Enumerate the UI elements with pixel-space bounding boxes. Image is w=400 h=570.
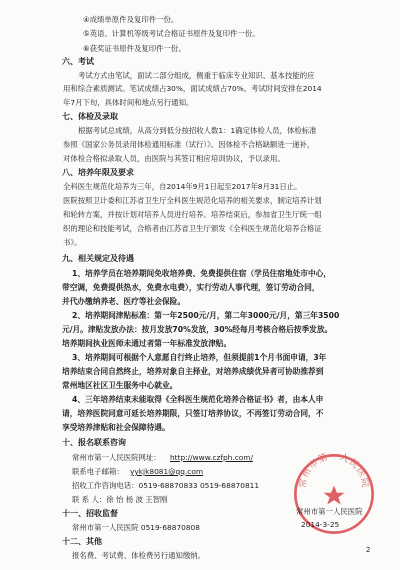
section-heading-contact: 十、报名联系咨询 (62, 438, 126, 447)
benefit-line: 3、培养期间可根据个人意愿自行终止培养，但须提前1个月书面申请，3年 (72, 353, 327, 362)
section-heading-supervision: 十一、招收监督 (62, 509, 118, 518)
benefit-line: 培养结束合同自然终止，培养对象自主择业，对培养成绩优异者可协助推荐到 (62, 367, 324, 376)
material-item-4: ④成绩单原件及复印件一份。 (83, 15, 179, 24)
section-heading-training-years: 八、培养年限及要求 (62, 168, 134, 177)
paragraph-line: 对体检合格拟录取人员，由医院与其签订相应培训协议，予以录用。 (63, 154, 285, 163)
seal-text: 常州市第一人民医院 (297, 452, 371, 489)
website-link[interactable]: http://www.czfph.com/ (170, 453, 253, 462)
paragraph-line: 和轮转方案，并按计划对培养人员进行培养。培养结束后，参加省卫生厅统一组 (63, 210, 322, 219)
signature-date: 2014-3-25 (301, 520, 340, 529)
paragraph-line: 参照《国家公务员录用体检通用标准（试行）》。因体检不合格缺额进一递补， (63, 140, 315, 149)
paragraph-line: 根据考试总成绩，从高分到低分按招收人数1：1确定体检人员，体检标准 (78, 126, 317, 135)
benefit-line: 培养期间执业医师未通过者第一年标准发放津贴。 (62, 339, 232, 348)
material-item-5: ⑤英语、计算机等级考试合格证书原件及复印件一份。 (83, 29, 260, 38)
benefit-line: 请，培养医院同意可延长培养期限，只签订培养协议，不再签订劳动合同，不 (62, 409, 324, 418)
section-heading-regulations-benefits: 九、相关规定及待遇 (62, 254, 134, 263)
paragraph-line: 医院按照卫计委和江苏省卫生厅全科医生规范化培养的相关要求，制定培养计划 (63, 196, 322, 205)
section-heading-exam: 六、考试 (62, 57, 94, 66)
paragraph-line: 书》。 (63, 238, 82, 247)
benefit-line: 并代办缴纳养老、医疗等社会保险。 (62, 297, 186, 306)
website-label: 常州市第一人民医院网址： (72, 453, 161, 462)
benefit-line: 享受培养津贴和社会保障待遇。 (62, 423, 170, 432)
contact-person-line: 联 系 人：徐 怡 杨 波 王智刚 (72, 495, 168, 504)
paragraph-line: 全科医生规范化培养为三年，自2014年9月1日起至2017年8月31日止。 (63, 182, 302, 191)
signature-org: 常州市第一人民医院 (296, 507, 363, 516)
benefit-line: 元/月。津贴发放办法：按月发放70%发放，30%经每月考核合格后按季发放。 (62, 325, 333, 334)
email-link[interactable]: yykjk8081@qq.com (130, 467, 204, 476)
email-label: 联系电子邮箱： (72, 467, 124, 476)
section-heading-medical-admission: 七、体检及录取 (62, 112, 118, 121)
paragraph-line: 织的理论和技能考试，合格者由江苏省卫生厅颁发《全科医生规范化培养合格证 (63, 224, 322, 233)
other-line: 报名费、考试费、体检费另行通知缴纳。 (72, 551, 206, 560)
phone-line: 招收工作咨询电话：0519-68870833 0519-68870811 (72, 481, 260, 490)
section-heading-other: 十二、其他 (62, 537, 102, 546)
svg-text:常州市第一人民医院 (296, 452, 372, 489)
paragraph-line: 用和综合素质测试。笔试成绩占30%，面试成绩占70%。考试时间安排在2014 (63, 84, 322, 93)
paragraph-line: 考试方式由笔试，面试二部分组成，侧重于临床专业知识、基本技能的应 (78, 71, 315, 80)
benefit-line: 4、三年培养结束未能取得《全科医生规范化培养合格证书》者，由本人申 (72, 395, 324, 404)
benefit-line: 常州地区社区卫生服务中心就业。 (62, 381, 178, 390)
material-item-6: ⑥获奖证书原件及复印件一份。 (83, 44, 186, 53)
paragraph-line: 年7月下旬，具体时间和地点另行通知。 (63, 98, 194, 107)
page-number: 2 (366, 546, 371, 554)
supervision-line: 常州市第一人民医院 0519-68870808 (72, 523, 200, 532)
benefit-line: 带空调，免费提供热水，免费水电费），实行劳动人事代理，签订劳动合同， (62, 283, 320, 292)
benefit-line: 2、培养期间津贴标准：第一年2500元/月，第二年3000元/月，第三年3500 (72, 311, 340, 320)
seal-star-icon (324, 486, 345, 505)
benefit-line: 1、培养学员在培养期间免收培养费、免费提供住宿（学员住宿地处市中心， (72, 269, 332, 278)
